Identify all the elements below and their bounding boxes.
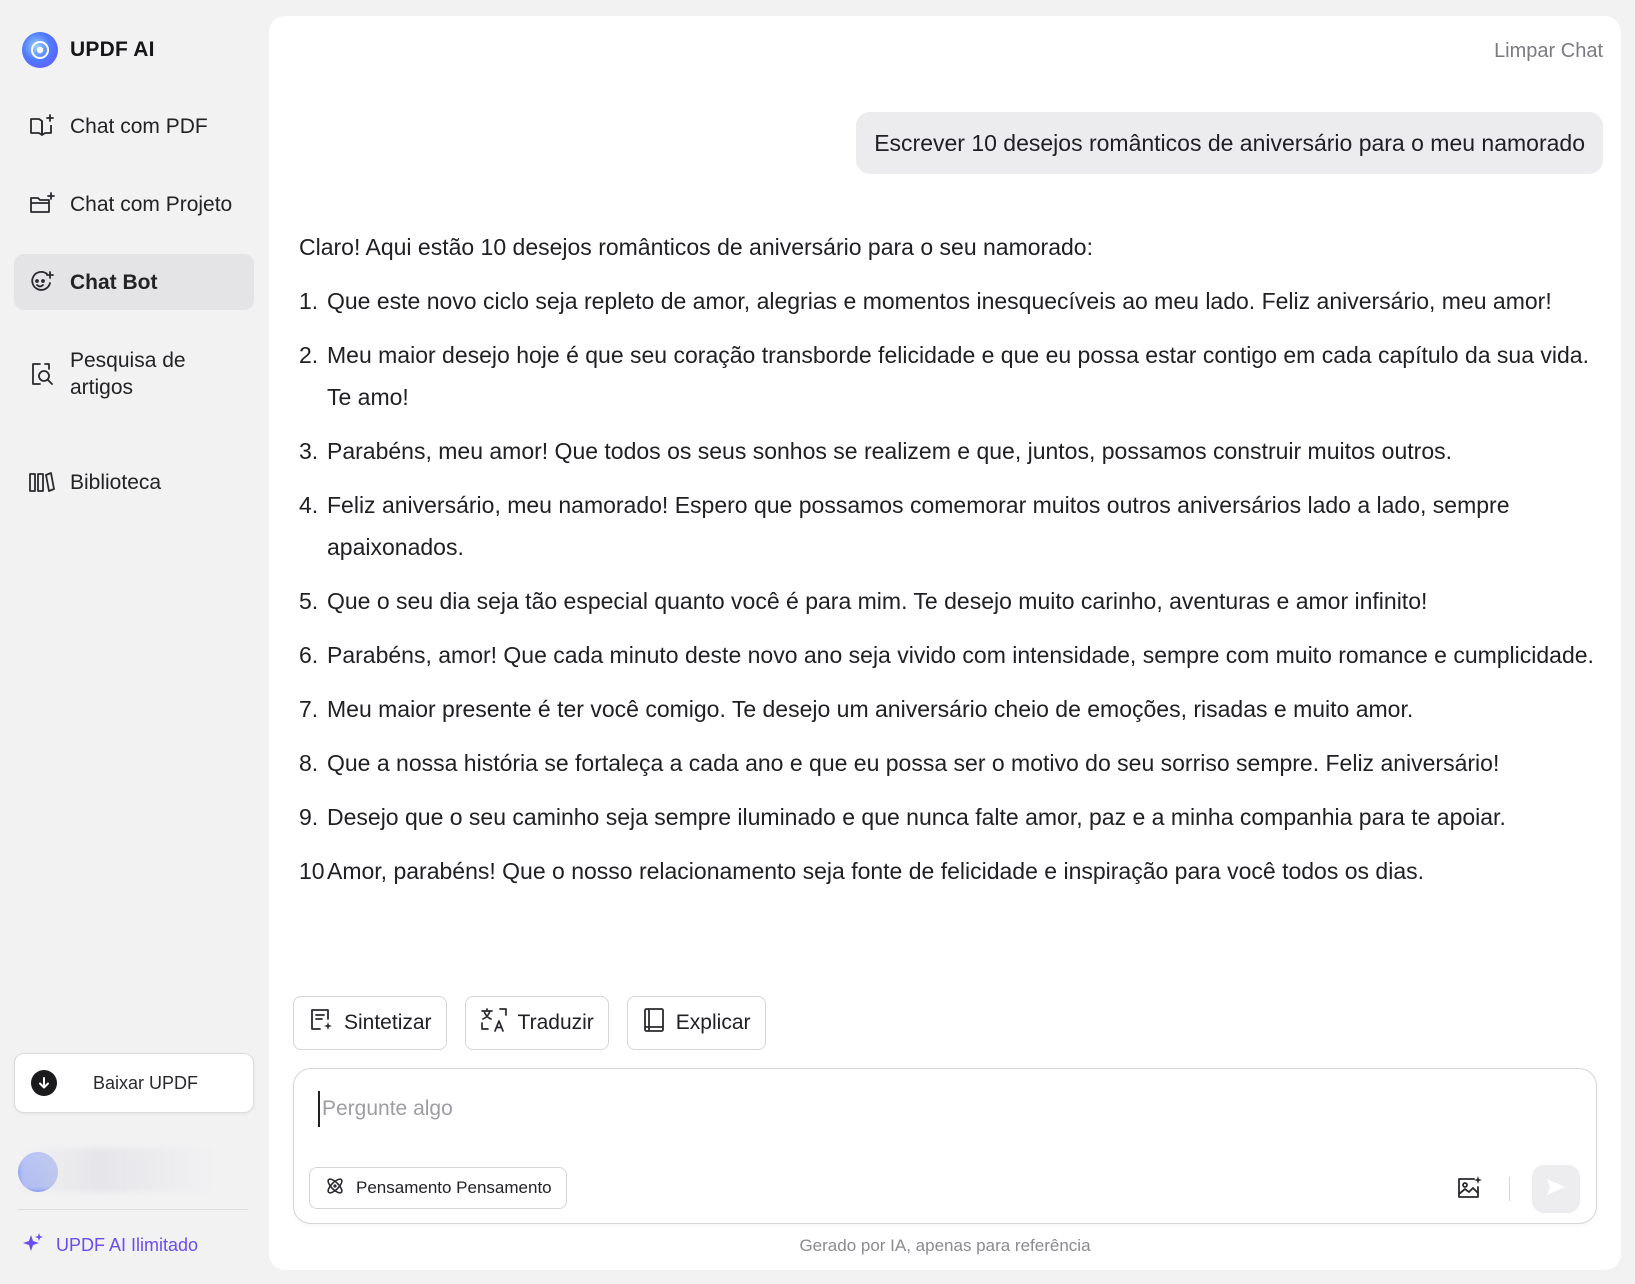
thinking-mode-toggle[interactable]: Pensamento Pensamento <box>309 1167 567 1209</box>
message-input[interactable] <box>318 1091 1518 1127</box>
message-composer <box>293 1068 1597 1224</box>
list-item: 9. Desejo que o seu caminho seja sempre iluminado e que nunca falte amor, paz e a minha companhia para te apoiar. <box>299 804 1506 830</box>
upgrade-label: UPDF AI Ilimitado <box>56 1235 199 1255</box>
sidebar-item-chat-pdf[interactable] <box>14 98 254 154</box>
translate-icon <box>480 1007 508 1039</box>
clear-chat-button[interactable]: Limpar Chat <box>1494 40 1603 62</box>
image-upload-icon[interactable] <box>1454 1173 1484 1203</box>
redacted-user-info <box>18 1148 218 1192</box>
send-button[interactable] <box>1532 1165 1580 1213</box>
answer-intro: Claro! Aqui estão 10 desejos românticos de aniversário para o seu namorado: <box>299 234 1093 260</box>
sidebar <box>0 0 268 1284</box>
app-name: UPDF AI <box>70 38 155 61</box>
list-item: 6. Parabéns, amor! Que cada minuto deste novo ano seja vivido com intensidade, sempre com muito romance e cumplicidade. <box>299 642 1594 668</box>
send-icon <box>1545 1176 1567 1203</box>
list-item: 1. Que este novo ciclo seja repleto de amor, alegrias e momentos inesquecíveis ao meu lado. Feliz aniversário, meu amor! <box>299 288 1552 314</box>
brand[interactable] <box>22 32 155 68</box>
list-item: 3. Parabéns, meu amor! Que todos os seus sonhos se realizem e que, juntos, possamos construir muitos outros. <box>299 438 1453 464</box>
ai-disclaimer: Gerado por IA, apenas para referência <box>799 1236 1091 1255</box>
user-account[interactable] <box>18 1148 238 1192</box>
summarize-button[interactable]: Sintetizar <box>293 996 447 1050</box>
explain-button[interactable]: Explicar <box>627 996 766 1050</box>
book-icon <box>642 1007 666 1039</box>
sidebar-item-label: Chat com PDF <box>70 114 208 138</box>
sidebar-item-article-search[interactable] <box>14 340 254 408</box>
sidebar-item-label: Chat com Projeto <box>70 192 233 216</box>
sidebar-item-label: Biblioteca <box>70 470 162 494</box>
download-updf-button[interactable] <box>14 1053 254 1113</box>
sidebar-item-library[interactable] <box>14 454 254 510</box>
summarize-icon <box>308 1007 334 1039</box>
sidebar-divider <box>18 1209 248 1210</box>
composer-divider <box>1509 1177 1510 1201</box>
download-label: Baixar UPDF <box>93 1072 199 1093</box>
sparkle-icon <box>22 1232 44 1259</box>
chat-panel <box>269 16 1621 1270</box>
upgrade-link[interactable] <box>22 1232 198 1259</box>
download-icon <box>31 1070 57 1096</box>
folder-sparkle-icon <box>28 190 56 218</box>
sidebar-item-chat-project[interactable] <box>14 176 254 232</box>
book-sparkle-icon <box>28 112 56 140</box>
list-item: 5. Que o seu dia seja tão especial quanto você é para mim. Te desejo muito carinho, aventuras e amor infinito! <box>299 588 1428 614</box>
list-item: 2. Meu maior desejo hoje é que seu coração transborde felicidade e que eu possa estar contigo em cada capítulo da sua vida. Te amo! <box>299 342 1589 410</box>
translate-button[interactable]: Traduzir <box>465 996 609 1050</box>
list-item: 7. Meu maior presente é ter você comigo. Te desejo um aniversário cheio de emoções, risadas e muito amor. <box>299 696 1414 722</box>
list-item: 8. Que a nossa história se fortaleça a cada ano e que eu possa ser o motivo do seu sorriso sempre. Feliz aniversário! <box>299 750 1500 776</box>
list-item: 4. Feliz aniversário, meu namorado! Espero que possamos comemorar muitos outros aniversários lado a lado, sempre apaixonados. <box>299 492 1510 560</box>
sidebar-item-label: Pesquisa de artigos <box>70 349 186 399</box>
search-document-icon <box>28 360 56 388</box>
user-message-bubble: Escrever 10 desejos românticos de aniversário para o meu namorado <box>856 112 1603 174</box>
answer-actions <box>293 996 766 1050</box>
sidebar-item-chat-bot[interactable] <box>14 254 254 310</box>
assistant-answer <box>299 226 1599 904</box>
answer-list <box>299 280 1599 892</box>
list-item: 10 Amor, parabéns! Que o nosso relacionamento seja fonte de felicidade e inspiração para você todos os dias. <box>299 858 1425 884</box>
updf-logo-icon <box>22 32 58 68</box>
atom-icon <box>324 1175 346 1202</box>
sidebar-item-label: Chat Bot <box>70 270 158 294</box>
library-icon <box>28 468 56 496</box>
bot-face-icon <box>28 268 56 296</box>
